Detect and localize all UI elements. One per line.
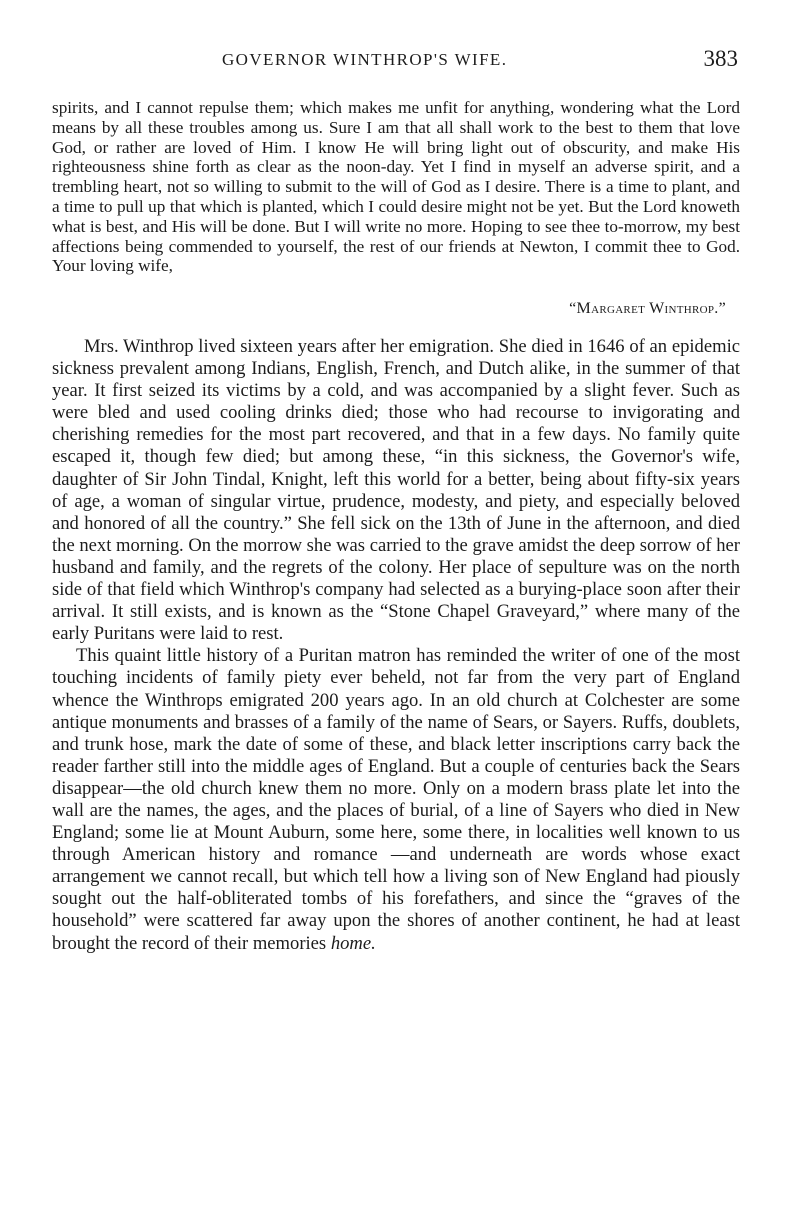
- body-text: [52, 336, 740, 955]
- page-header: [52, 46, 740, 76]
- paragraph-2: [52, 645, 740, 954]
- paragraph-2-text: This quaint little history of a Puritan matron has reminded the writer of one of the most touching incidents of family piety ever beheld, not far from the very part of England whence the Winthrops emigrated 200 years ago. In an old church at Colchester are some antique monuments and brasses of a family of the name of Sears, or Sayers. Ruffs, doublets, and trunk hose, mark the date of some of these, and black letter inscriptions carry back the reader farther still into the middle ages of England. But a couple of centuries back the Sears disappear—the old church knew them no more. Only on a modern brass plate let into the wall are the names, the ages, and the places of burial, of a line of Sayers who died in New England; some lie at Mount Auburn, some here, some there, in localities well known to us through American history and romance —and underneath are words whose exact arrangement we cannot recall, but which tell how a living son of New England had piously sought out the half-obliterated tombs of his forefathers, and since the “graves of the household” were scattered far away upon the shores of another continent, he had at least brought the record of their memories: [52, 645, 740, 954]
- paragraph-1: Mrs. Winthrop lived sixteen years after her emigration. She died in 1646 of an epidemic sickness prevalent among Indians, English, French, and Dutch alike, in the summer of that year. It first seized its victims by a cold, and was accompanied by a slight fever. Such as were bled and used cooling drinks died; those who had recourse to invigorating and cherishing remedies for the most part recovered, and that in a few days. No family quite escaped it, though few died; but among these, “in this sickness, the Governor's wife, daughter of Sir John Tindal, Knight, left this world for a better, being about fifty-six years of age, a woman of singular virtue, prudence, modesty, and piety, and especially beloved and honored of all the country.” She fell sick on the 13th of June in the afternoon, and died the next morning. On the morrow she was carried to the grave amidst the deep sorrow of her husband and family, and the regrets of the colony. Her place of sepulture was on the north side of that field which Winthrop's company had selected as a burying-place soon after their arrival. It still exists, and is known as the “Stone Chapel Graveyard,” where many of the early Puritans were laid to rest.: [52, 336, 740, 645]
- letter-text: spirits, and I cannot repulse them; which makes me unfit for anything, wondering what the Lord means by all these troubles among us. Sure I am that all shall work to the best to them that love God, or rather are loved of Him. I know He will bring light out of obscurity, and make His righteousness shine forth as clear as the noon-day. Yet I find in myself an adverse spirit, and a trembling heart, not so willing to submit to the will of God as I desire. There is a time to plant, and a time to pull up that which is planted, which I could desire might not be yet. But the Lord knoweth what is best, and His will be done. But I will write no more. Hoping to see thee to-morrow, my best affections being commended to yourself, the rest of our friends at Newton, I commit thee to God. Your loving wife,: [52, 98, 740, 276]
- letter-excerpt: [52, 98, 740, 276]
- closing-word: home.: [330, 932, 376, 954]
- letter-signature: “Margaret Winthrop.”: [569, 300, 726, 317]
- running-title: GOVERNOR WINTHROP'S WIFE.: [222, 50, 508, 69]
- page-number: 383: [703, 46, 738, 71]
